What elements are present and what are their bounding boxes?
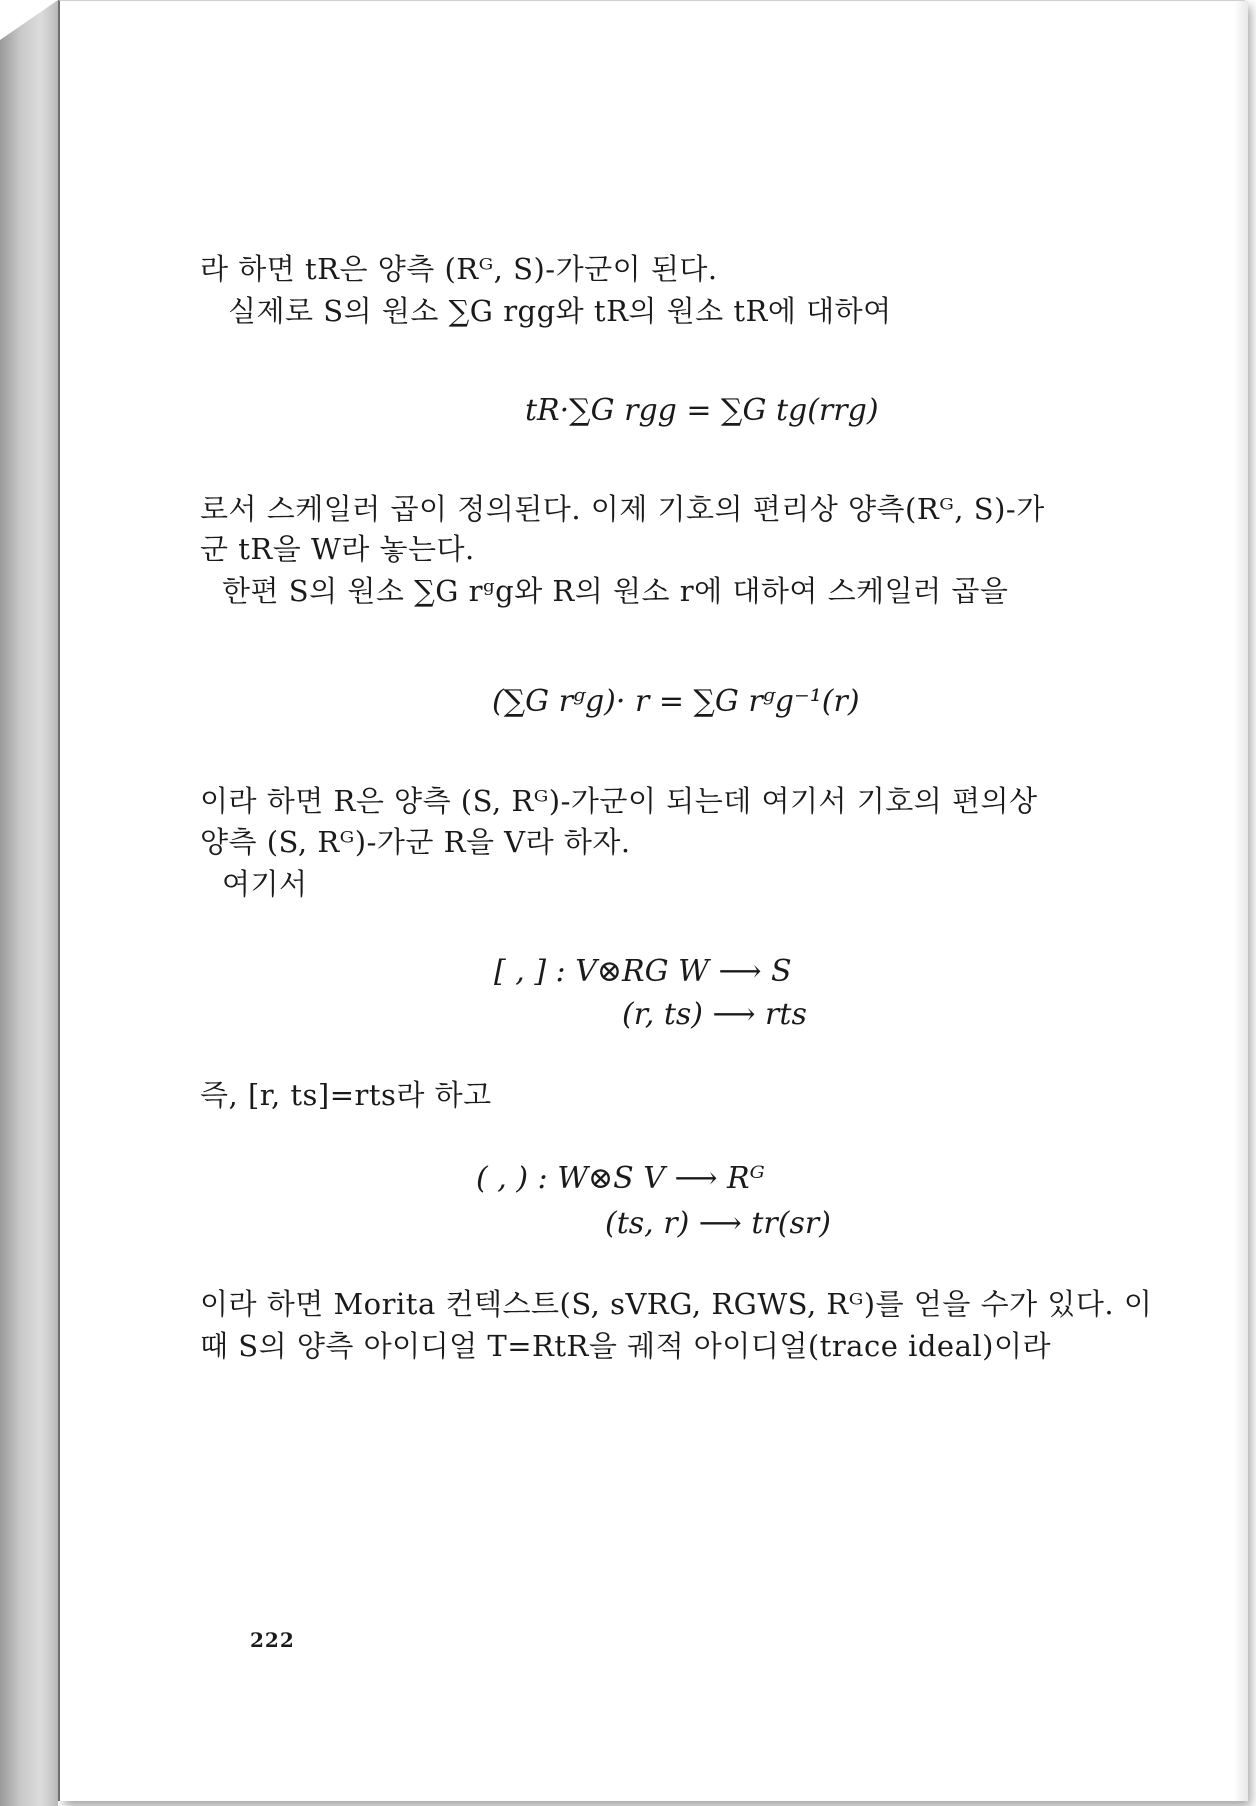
spine-corner — [0, 0, 58, 40]
book-spine — [0, 0, 58, 1806]
book-page — [58, 0, 1245, 1801]
text-line-6: 이라 하면 R은 양측 (S, Rᴳ)-가군이 되는데 여기서 기호의 편의상 — [200, 784, 1038, 818]
text-line-11: 때 S의 양측 아이디얼 T=RtR을 궤적 아이디얼(trace ideal)이라 — [200, 1329, 1052, 1363]
text-line-9: 즉, [r, ts]=rts라 하고 — [200, 1078, 492, 1112]
equation-3: [ , ] : V⊗RG W ⟶ S — [494, 954, 792, 989]
page-number: 222 — [250, 1628, 295, 1652]
equation-6: (ts, r) ⟶ tr(sr) — [605, 1206, 831, 1241]
text-line-7: 양측 (S, Rᴳ)-가군 R을 V라 하자. — [200, 825, 631, 859]
equation-2: (∑G rᵍg)· r = ∑G rᵍg⁻¹(r) — [492, 684, 860, 719]
equation-5: ( , ) : W⊗S V ⟶ Rᴳ — [476, 1161, 765, 1196]
equation-1: tR·∑G rgg = ∑G tg(rrg) — [525, 393, 879, 428]
equation-4: (r, ts) ⟶ rts — [622, 997, 807, 1032]
text-line-8: 여기서 — [222, 867, 308, 901]
page-edge — [1234, 1, 1248, 1801]
text-line-3: 로서 스케일러 곱이 정의된다. 이제 기호의 편리상 양측(Rᴳ, S)-가 — [200, 492, 1045, 526]
text-line-2: 실제로 S의 원소 ∑G rgg와 tR의 원소 tR에 대하여 — [228, 294, 892, 328]
text-line-5: 한편 S의 원소 ∑G rᵍg와 R의 원소 r에 대하여 스케일러 곱을 — [222, 574, 1009, 608]
text-line-1: 라 하면 tR은 양측 (Rᴳ, S)-가군이 된다. — [200, 252, 718, 286]
text-line-4: 군 tR을 W라 놓는다. — [200, 532, 475, 566]
text-line-10: 이라 하면 Morita 컨텍스트(S, sVRG, RGWS, Rᴳ)를 얻을 수가 있다. 이 — [200, 1287, 1153, 1321]
